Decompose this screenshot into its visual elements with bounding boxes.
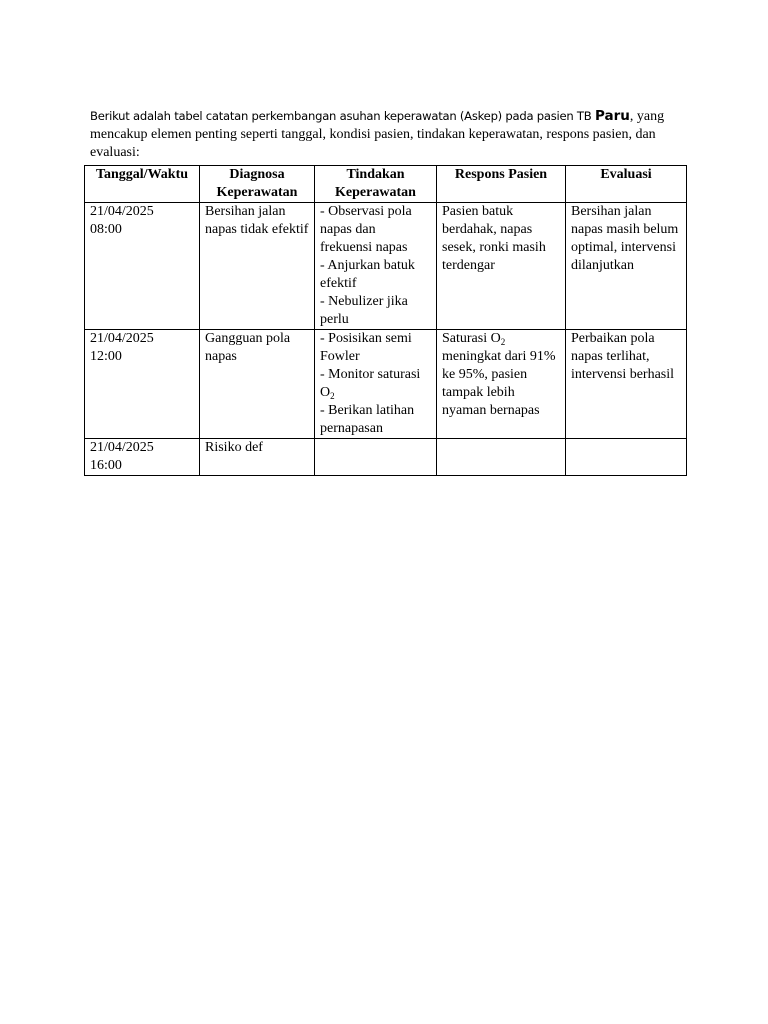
header-respons: Respons Pasien: [437, 166, 566, 203]
tindakan-item: - Observasi pola napas dan frekuensi napas: [320, 204, 412, 255]
respons-pre: Saturasi O: [442, 331, 501, 346]
intro-bold-word: Paru: [594, 108, 630, 124]
cell-tindakan: [315, 330, 437, 439]
table-row: [85, 439, 687, 476]
date-text: 21/04/2025: [90, 331, 154, 346]
cell-tindakan: [315, 439, 437, 476]
tindakan-item: - Nebulizer jika perlu: [320, 294, 408, 327]
cell-diagnosa: Risiko def: [200, 439, 315, 476]
subscript-2: 2: [500, 337, 506, 347]
cell-evaluasi: Perbaikan pola napas terlihat, intervensi berhasil: [566, 330, 687, 439]
table-row: [85, 203, 687, 330]
askep-table: [84, 165, 687, 476]
table-header-row: [85, 166, 687, 203]
tindakan-item: - Anjurkan batuk efektif: [320, 258, 415, 291]
subscript-2: 2: [330, 391, 335, 401]
intro-paragraph: [90, 107, 690, 162]
cell-respons: Pasien batuk berdahak, napas sesek, ronki masih terdengar: [437, 203, 566, 330]
time-text: 08:00: [90, 222, 122, 237]
tindakan-item-text: - Monitor saturasi O: [320, 367, 421, 400]
tindakan-item: - Posisikan semi Fowler: [320, 331, 412, 364]
cell-evaluasi: Bersihan jalan napas masih belum optimal, intervensi dilanjutkan: [566, 203, 687, 330]
intro-part2: , yang mencakup elemen penting seperti tanggal, kondisi pasien, tindakan keperawatan, respons pasien, dan evaluasi:: [90, 109, 665, 160]
tindakan-item-saturasi: [320, 366, 431, 402]
cell-tanggal: [85, 330, 200, 439]
date-text: 21/04/2025: [90, 204, 154, 219]
time-text: 16:00: [90, 458, 122, 473]
header-tanggal: Tanggal/Waktu: [85, 166, 200, 203]
cell-diagnosa: Gangguan pola napas: [200, 330, 315, 439]
cell-respons: [437, 330, 566, 439]
cell-tindakan: [315, 203, 437, 330]
respons-post: meningkat dari 91% ke 95%, pasien tampak lebih nyaman bernapas: [442, 349, 556, 418]
header-tindakan: Tindakan Keperawatan: [315, 166, 437, 203]
cell-tanggal: [85, 203, 200, 330]
cell-diagnosa: Bersihan jalan napas tidak efektif: [200, 203, 315, 330]
cell-tanggal: [85, 439, 200, 476]
table-row: [85, 330, 687, 439]
date-text: 21/04/2025: [90, 440, 154, 455]
time-text: 12:00: [90, 349, 122, 364]
cell-respons: [437, 439, 566, 476]
intro-part1: Berikut adalah tabel catatan perkembangan asuhan keperawatan (Askep) pada pasien TB: [90, 109, 592, 123]
header-evaluasi: Evaluasi: [566, 166, 687, 203]
tindakan-item: - Berikan latihan pernapasan: [320, 403, 415, 436]
cell-evaluasi: [566, 439, 687, 476]
header-diagnosa: Diagnosa Keperawatan: [200, 166, 315, 203]
